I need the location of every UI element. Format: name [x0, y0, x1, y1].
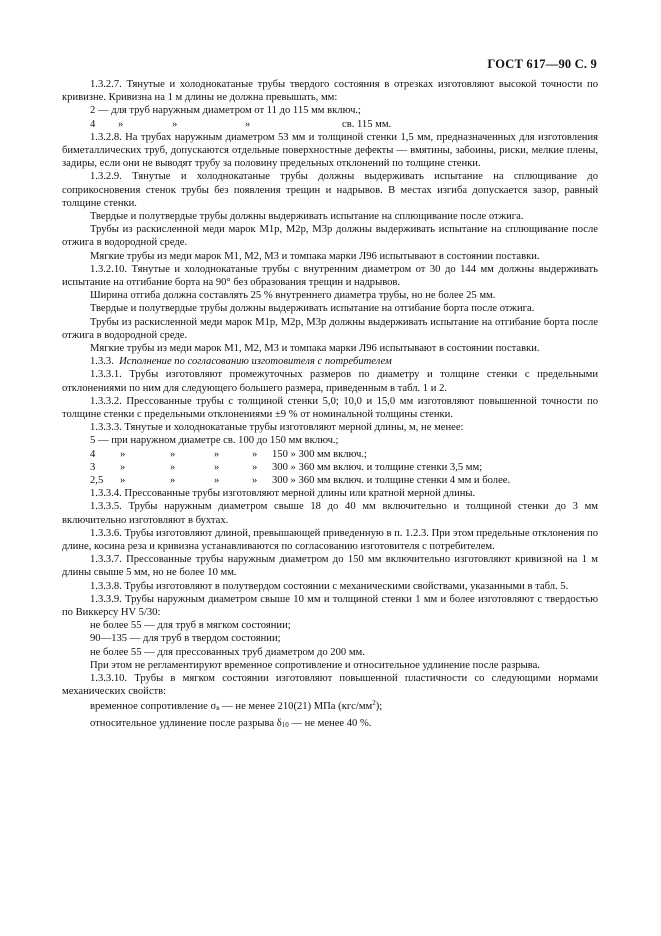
clause-1-3-2-10: 1.3.2.10. Тянутые и холоднокатаные трубы с внутренним диаметром от 30 до 144 мм должны выдерживать испытание на отгибание борта на 90° без образования трещин и надрывов.	[62, 263, 598, 289]
clause-1-3-2-8: 1.3.2.8. На трубах наружным диаметром 53 мм и толщиной стенки 1,5 мм, предназначенных для изготовления биметаллических труб, допускаются отдельные поверхностные дефекты — вмятины, забоины, риски, мелкие плены, задиры, если они не выводят трубу за половину предельных отклонений по толщине стенки.	[62, 131, 598, 170]
list-item: временное сопротивление $\sigma_в$ — не менее 210(21) МПа $(кгс/мм^2)$;	[90, 699, 383, 713]
clause-1-3-3-7: 1.3.3.7. Прессованные трубы наружным диаметром до 150 мм включительно изготовляют кривизной на 1 м длины свыше 5 мм, но не более 10 мм.	[62, 554, 598, 579]
paragraph: Мягкие трубы из меди марок М1, М2, М3 и томпака марки Л96 испытывают в состоянии поставки.	[90, 343, 540, 355]
list-item: 2 — для труб наружным диаметром от 11 до 115 мм включ.;	[90, 105, 361, 117]
clause-1-3-3-2: 1.3.3.2. Прессованные трубы с толщиной стенки 5,0; 10,0 и 15,0 мм изготовляют повышенной точности по толщине стенки с предельными отклонениями ±9 % от номинальной толщины стенки.	[62, 395, 598, 421]
list-item: относительное удлинение после разрыва $\delta_{10}$ — не менее 40 %.	[90, 717, 372, 729]
clause-1-3-2-9: 1.3.2.9. Тянутые и холоднокатаные трубы должны выдерживать испытание на сплющивание до соприкосновения стенок трубы без появления трещин и надрывов. В местах изгиба допускается зазор, равный толщине стенки.	[62, 171, 598, 209]
paragraph: Трубы из раскисленной меди марок М1р, М2р, М3р должны выдерживать испытание на отгибание борта после отжига в водородной среде.	[62, 316, 598, 341]
paragraph: Мягкие трубы из меди марок М1, М2, М3 и томпака марки Л96 испытывают в состоянии поставки.	[90, 250, 540, 262]
clause-1-3-3-3: 1.3.3.3. Тянутые и холоднокатаные трубы изготовляют мерной длины, м, не менее:	[90, 422, 464, 434]
clause-1-3-3-10: 1.3.3.10. Трубы в мягком состоянии изготовляют повышенной пластичности со следующими нормами механических свойств:	[62, 673, 598, 698]
paragraph: Твердые и полутвердые трубы должны выдерживать испытание на отгибание борта после отжига.	[90, 303, 535, 315]
list-item: не более 55 — для прессованных труб диаметром до 200 мм.	[90, 646, 365, 658]
section-heading-1-3-3: 1.3.3. Исполнение по согласованию изготовителя с потребителем	[90, 356, 392, 368]
list-item: 5 — при наружном диаметре св. 100 до 150 мм включ.;	[90, 435, 339, 447]
paragraph: Трубы из раскисленной меди марок М1р, М2р, М3р должны выдерживать испытание на сплющивание после отжига в водородной среде.	[62, 224, 598, 249]
list-item: 2,5 » » » » 300 » 360 мм включ. и толщине стенки 4 мм и более.	[90, 475, 511, 487]
clause-1-3-3-4: 1.3.3.4. Прессованные трубы изготовляют мерной длины или кратной мерной длины.	[90, 488, 476, 500]
clause-1-3-3-1: 1.3.3.1. Трубы изготовляют промежуточных размеров по диаметру и толщине стенки с предельными отклонениями по ним для следующего большего размера, приведенным в табл. 1 и 2.	[62, 369, 598, 394]
body-text	[62, 78, 598, 730]
page-header: ГОСТ 617—90 С. 9	[487, 57, 597, 71]
clause-1-3-2-7: 1.3.2.7. Тянутые и холоднокатаные трубы твердого состояния в отрезках изготовляют высокой точности по кривизне. Кривизна на 1 м длины не должна превышать, мм:	[62, 79, 598, 104]
clause-1-3-3-8: 1.3.3.8. Трубы изготовляют в полутвердом состоянии с механическими свойствами, указанными в табл. 5.	[90, 580, 569, 592]
list-item: 90—135 — для труб в твердом состоянии;	[90, 633, 281, 645]
paragraph: При этом не регламентируют временное сопротивление и относительное удлинение после разрыва.	[90, 659, 540, 671]
paragraph: Ширина отгиба должна составлять 25 % внутреннего диаметра трубы, но не более 25 мм.	[90, 290, 496, 302]
list-item: 4 » » » » 150 » 300 мм включ.;	[90, 448, 367, 460]
list-item: 3 » » » » 300 » 360 мм включ. и толщине стенки 3,5 мм;	[90, 461, 483, 473]
clause-1-3-3-9: 1.3.3.9. Трубы наружным диаметром свыше 10 мм и толщиной стенки 1 мм и более изготовляют с твердостью по Виккерсу HV 5/30:	[62, 593, 598, 619]
paragraph: Твердые и полутвердые трубы должны выдерживать испытание на сплющивание после отжига.	[90, 211, 524, 223]
clause-1-3-3-5: 1.3.3.5. Трубы наружным диаметром свыше 18 до 40 мм включительно и толщиной стенки до 3 мм включительно изготовляют в бухтах.	[62, 501, 598, 526]
list-item: 4 » » » св. 115 мм.	[90, 118, 392, 130]
clause-1-3-3-6: 1.3.3.6. Трубы изготовляют длиной, превышающей приведенную в п. 1.2.3. При этом предельные отклонения по длине, косина реза и кривизна устанавливаются по согласованию изготовителя с потребителем.	[62, 527, 598, 553]
list-item: не более 55 — для труб в мягком состоянии;	[90, 620, 291, 632]
